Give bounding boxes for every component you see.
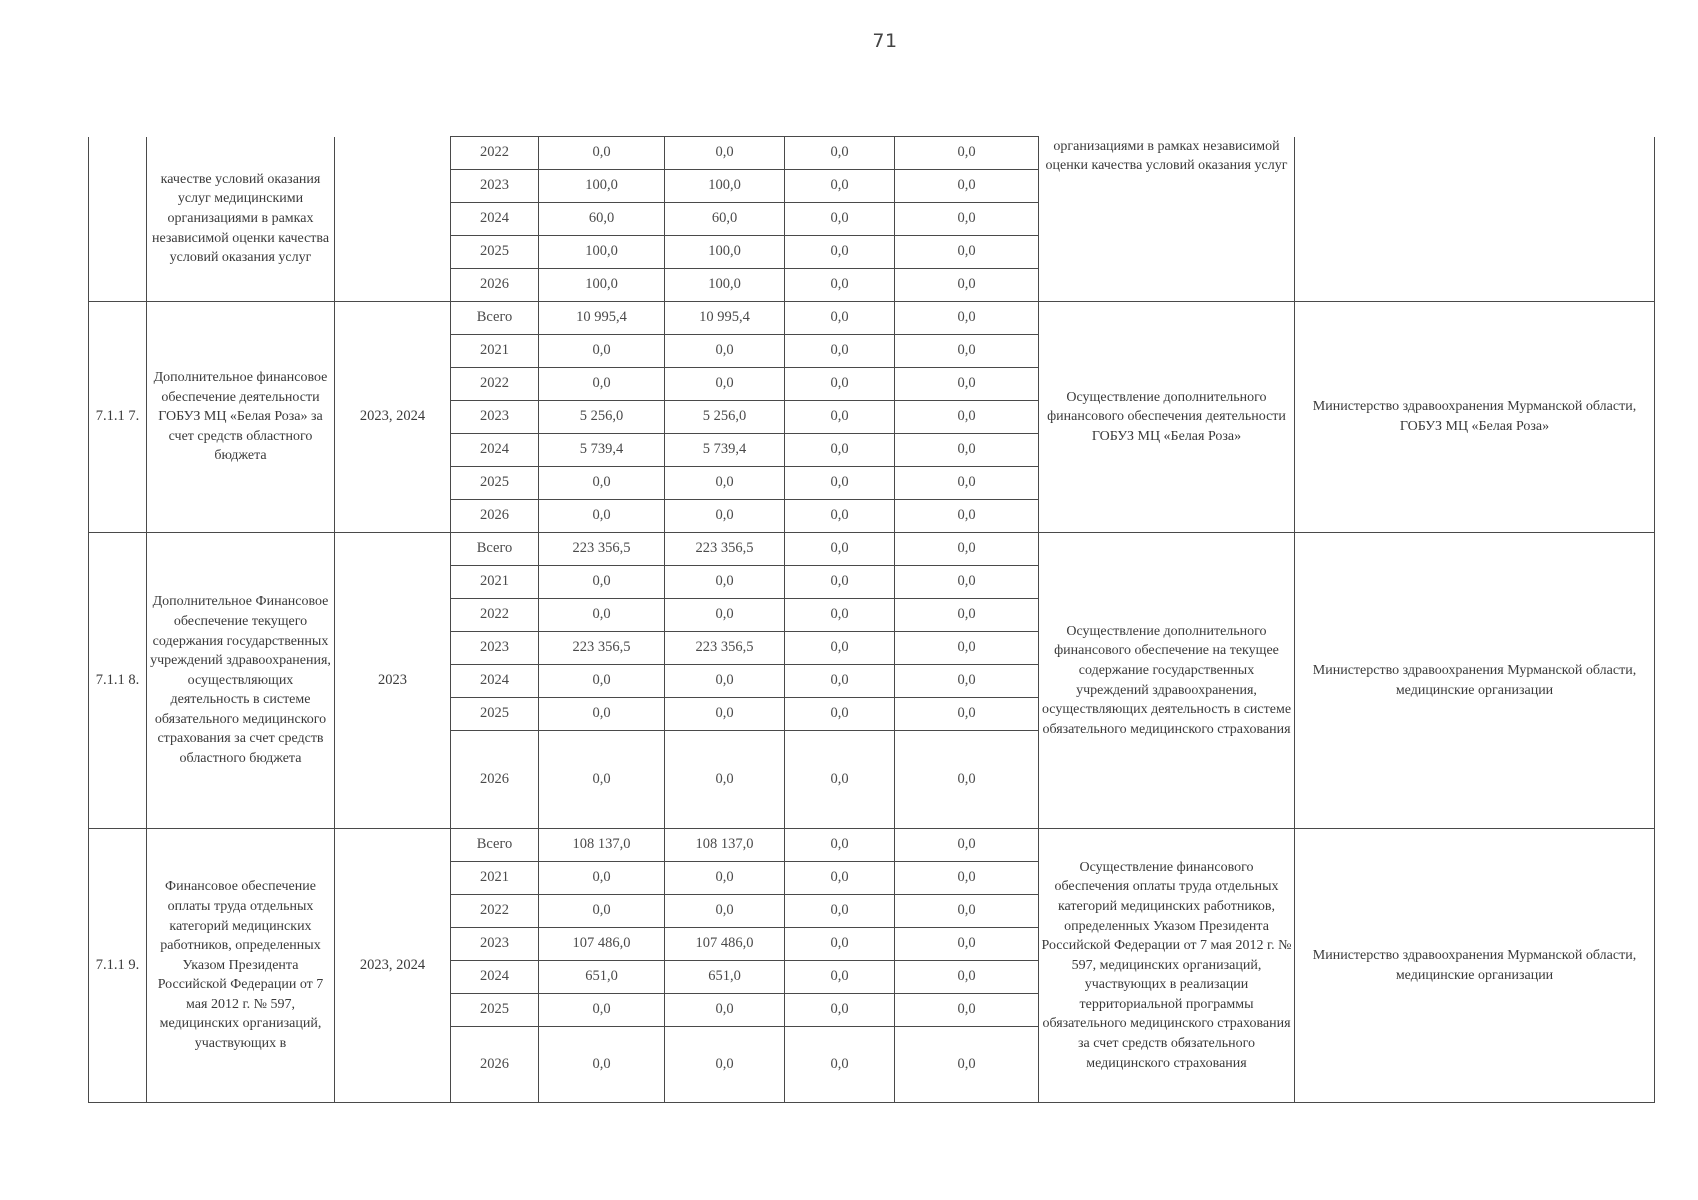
page-number: 71 — [872, 30, 898, 52]
value-cell: 0,0 — [895, 566, 1039, 599]
year-cell: 2023 — [451, 632, 539, 665]
value-cell: 100,0 — [665, 269, 785, 302]
value-cell: 0,0 — [785, 500, 895, 533]
value-cell: 0,0 — [895, 302, 1039, 335]
activity-period-cell: 2023, 2024 — [335, 829, 451, 1103]
value-cell: 0,0 — [785, 961, 895, 994]
value-cell: 0,0 — [785, 170, 895, 203]
activity-executor-cell: Министерство здравоохранения Мурманской области, ГОБУЗ МЦ «Белая Роза» — [1295, 302, 1655, 533]
value-cell: 0,0 — [895, 994, 1039, 1027]
value-cell: 0,0 — [895, 731, 1039, 829]
value-cell: 108 137,0 — [665, 829, 785, 862]
value-cell: 0,0 — [785, 698, 895, 731]
value-cell: 0,0 — [895, 599, 1039, 632]
value-cell: 223 356,5 — [539, 632, 665, 665]
value-cell: 0,0 — [895, 269, 1039, 302]
value-cell: 651,0 — [539, 961, 665, 994]
value-cell: 0,0 — [895, 401, 1039, 434]
year-cell: 2026 — [451, 1027, 539, 1103]
value-cell: 5 256,0 — [665, 401, 785, 434]
value-cell: 0,0 — [785, 236, 895, 269]
value-cell: 0,0 — [665, 665, 785, 698]
value-cell: 60,0 — [665, 203, 785, 236]
year-cell: Всего — [451, 829, 539, 862]
value-cell: 0,0 — [785, 928, 895, 961]
value-cell: 0,0 — [785, 862, 895, 895]
value-cell: 5 739,4 — [665, 434, 785, 467]
value-cell: 0,0 — [539, 895, 665, 928]
value-cell: 0,0 — [895, 928, 1039, 961]
table-row — [89, 137, 1655, 170]
year-cell: 2025 — [451, 994, 539, 1027]
value-cell: 0,0 — [895, 533, 1039, 566]
value-cell: 0,0 — [785, 829, 895, 862]
value-cell: 0,0 — [895, 500, 1039, 533]
table-row — [89, 302, 1655, 335]
year-cell: 2026 — [451, 731, 539, 829]
value-cell: 651,0 — [665, 961, 785, 994]
year-cell: 2021 — [451, 862, 539, 895]
value-cell: 0,0 — [539, 994, 665, 1027]
year-cell: 2025 — [451, 236, 539, 269]
value-cell: 0,0 — [785, 434, 895, 467]
activity-result-cell: Осуществление дополнительного финансового обеспечения деятельности ГОБУЗ МЦ «Белая Роза» — [1039, 302, 1295, 533]
value-cell: 60,0 — [539, 203, 665, 236]
value-cell: 100,0 — [539, 269, 665, 302]
value-cell: 100,0 — [665, 170, 785, 203]
value-cell: 0,0 — [895, 467, 1039, 500]
year-cell: 2023 — [451, 928, 539, 961]
value-cell: 0,0 — [785, 599, 895, 632]
value-cell: 0,0 — [895, 368, 1039, 401]
value-cell: 0,0 — [895, 961, 1039, 994]
value-cell: 0,0 — [785, 1027, 895, 1103]
year-cell: 2021 — [451, 335, 539, 368]
value-cell: 0,0 — [785, 401, 895, 434]
value-cell: 0,0 — [895, 665, 1039, 698]
value-cell: 0,0 — [895, 698, 1039, 731]
activity-result-cell: Осуществление дополнительного финансового обеспечение на текущее содержание государственных учреждений здравоохранения, осуществляющих деятельность в системе обязательного медицинского страхования — [1039, 533, 1295, 829]
activity-executor-cell — [1295, 137, 1655, 302]
activity-code-cell: 7.1.1 8. — [89, 533, 147, 829]
value-cell: 0,0 — [895, 895, 1039, 928]
activity-name-cell: Финансовое обеспечение оплаты труда отдельных категорий медицинских работников, определенных Указом Президента Российской Федерации от 7 мая 2012 г. № 597, медицинских организаций, участвующих в — [147, 829, 335, 1103]
value-cell: 0,0 — [665, 500, 785, 533]
value-cell: 0,0 — [539, 1027, 665, 1103]
value-cell: 0,0 — [665, 994, 785, 1027]
activity-executor-cell: Министерство здравоохранения Мурманской области, медицинские организации — [1295, 829, 1655, 1103]
value-cell: 0,0 — [785, 566, 895, 599]
value-cell: 0,0 — [785, 203, 895, 236]
value-cell: 0,0 — [785, 731, 895, 829]
year-cell: Всего — [451, 302, 539, 335]
activity-result-cell: Осуществление финансового обеспечения оплаты труда отдельных категорий медицинских работников, определенных Указом Президента Российской Федерации от 7 мая 2012 г. № 597, медицинских организаций, участвующих в реализации территориальной программы обязательного медицинского страхования за счет средств обязательного медицинского страхования — [1039, 829, 1295, 1103]
value-cell: 108 137,0 — [539, 829, 665, 862]
value-cell: 0,0 — [539, 566, 665, 599]
value-cell: 107 486,0 — [665, 928, 785, 961]
activity-code-cell: 7.1.1 9. — [89, 829, 147, 1103]
program-activities-table — [88, 136, 1655, 1103]
value-cell: 0,0 — [895, 862, 1039, 895]
year-cell: 2023 — [451, 401, 539, 434]
activity-period-cell: 2023, 2024 — [335, 302, 451, 533]
value-cell: 0,0 — [665, 1027, 785, 1103]
value-cell: 0,0 — [539, 335, 665, 368]
value-cell: 0,0 — [895, 335, 1039, 368]
value-cell: 100,0 — [539, 236, 665, 269]
year-cell: 2022 — [451, 368, 539, 401]
value-cell: 0,0 — [665, 731, 785, 829]
value-cell: 0,0 — [895, 434, 1039, 467]
year-cell: 2026 — [451, 269, 539, 302]
value-cell: 0,0 — [539, 698, 665, 731]
value-cell: 0,0 — [895, 632, 1039, 665]
table-row — [89, 533, 1655, 566]
value-cell: 0,0 — [665, 467, 785, 500]
year-cell: 2023 — [451, 170, 539, 203]
value-cell: 0,0 — [539, 731, 665, 829]
value-cell: 0,0 — [539, 137, 665, 170]
year-cell: 2022 — [451, 137, 539, 170]
value-cell: 0,0 — [665, 335, 785, 368]
value-cell: 0,0 — [785, 137, 895, 170]
value-cell: 0,0 — [785, 632, 895, 665]
value-cell: 0,0 — [665, 599, 785, 632]
year-cell: 2022 — [451, 599, 539, 632]
value-cell: 0,0 — [895, 203, 1039, 236]
value-cell: 0,0 — [665, 566, 785, 599]
value-cell: 0,0 — [539, 368, 665, 401]
value-cell: 10 995,4 — [539, 302, 665, 335]
value-cell: 0,0 — [539, 665, 665, 698]
value-cell: 0,0 — [895, 1027, 1039, 1103]
value-cell: 223 356,5 — [665, 533, 785, 566]
activity-name-cell: Дополнительное финансовое обеспечение деятельности ГОБУЗ МЦ «Белая Роза» за счет средств областного бюджета — [147, 302, 335, 533]
value-cell: 0,0 — [539, 500, 665, 533]
activity-period-cell — [335, 137, 451, 302]
value-cell: 223 356,5 — [665, 632, 785, 665]
activity-period-cell: 2023 — [335, 533, 451, 829]
value-cell: 0,0 — [785, 895, 895, 928]
value-cell: 0,0 — [785, 467, 895, 500]
value-cell: 0,0 — [539, 599, 665, 632]
value-cell: 0,0 — [665, 698, 785, 731]
value-cell: 0,0 — [539, 467, 665, 500]
value-cell: 0,0 — [785, 665, 895, 698]
value-cell: 0,0 — [665, 895, 785, 928]
year-cell: 2024 — [451, 665, 539, 698]
value-cell: 0,0 — [895, 137, 1039, 170]
value-cell: 100,0 — [665, 236, 785, 269]
year-cell: 2025 — [451, 698, 539, 731]
value-cell: 0,0 — [895, 236, 1039, 269]
year-cell: 2024 — [451, 434, 539, 467]
value-cell: 0,0 — [785, 368, 895, 401]
year-cell: 2021 — [451, 566, 539, 599]
value-cell: 0,0 — [785, 269, 895, 302]
activity-name-cell: Дополнительное Финансовое обеспечение текущего содержания государственных учреждений здравоохранения, осуществляющих деятельность в системе обязательного медицинского страхования за счет средств областного бюджета — [147, 533, 335, 829]
activity-code-cell: 7.1.1 7. — [89, 302, 147, 533]
value-cell: 0,0 — [785, 533, 895, 566]
value-cell: 107 486,0 — [539, 928, 665, 961]
value-cell: 100,0 — [539, 170, 665, 203]
activity-executor-cell: Министерство здравоохранения Мурманской области, медицинские организации — [1295, 533, 1655, 829]
activity-code-cell — [89, 137, 147, 302]
value-cell: 0,0 — [539, 862, 665, 895]
activity-result-cell: организациями в рамках независимой оценки качества условий оказания услуг — [1039, 137, 1295, 302]
year-cell: 2025 — [451, 467, 539, 500]
year-cell: 2026 — [451, 500, 539, 533]
value-cell: 0,0 — [665, 137, 785, 170]
value-cell: 0,0 — [665, 368, 785, 401]
value-cell: 0,0 — [785, 302, 895, 335]
value-cell: 0,0 — [895, 170, 1039, 203]
value-cell: 5 256,0 — [539, 401, 665, 434]
year-cell: 2024 — [451, 203, 539, 236]
value-cell: 223 356,5 — [539, 533, 665, 566]
value-cell: 0,0 — [895, 829, 1039, 862]
value-cell: 5 739,4 — [539, 434, 665, 467]
value-cell: 0,0 — [785, 994, 895, 1027]
activity-name-cell: качестве условий оказания услуг медицинскими организациями в рамках независимой оценки качества условий оказания услуг — [147, 137, 335, 302]
year-cell: 2024 — [451, 961, 539, 994]
value-cell: 0,0 — [785, 335, 895, 368]
year-cell: 2022 — [451, 895, 539, 928]
year-cell: Всего — [451, 533, 539, 566]
value-cell: 0,0 — [665, 862, 785, 895]
table-row — [89, 829, 1655, 862]
value-cell: 10 995,4 — [665, 302, 785, 335]
